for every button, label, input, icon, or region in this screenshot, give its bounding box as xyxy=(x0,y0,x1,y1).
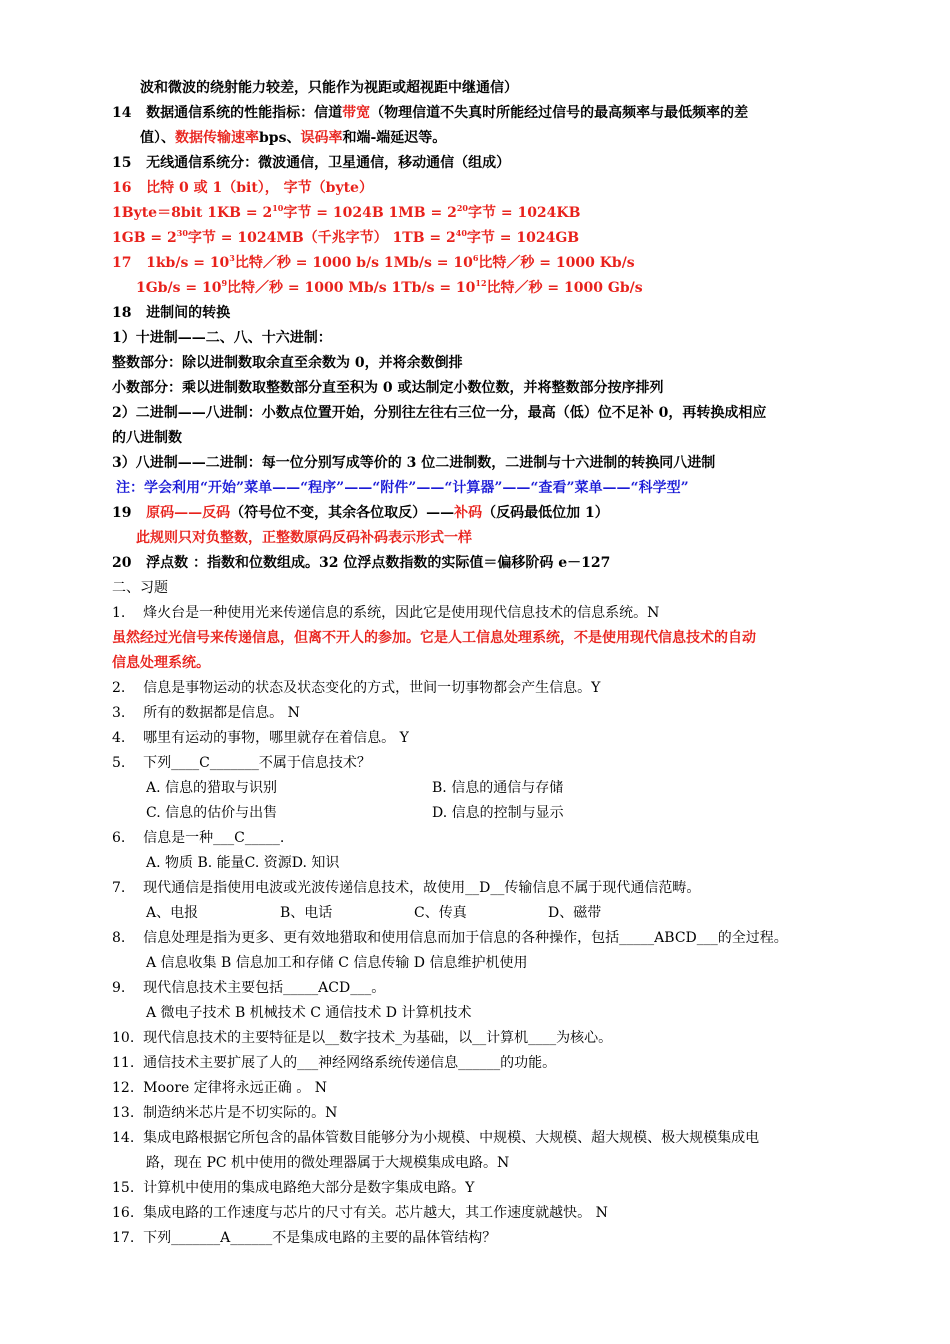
question-5-option-a: A. 信息的猎取与识别 xyxy=(146,780,278,796)
question-1: 1. 烽火台是一种使用光来传递信息的系统，因此它是使用现代信息技术的信息系统。N xyxy=(112,605,660,621)
question-3: 3. 所有的数据都是信息。 N xyxy=(112,705,300,721)
question-6: 6. 信息是一种___C_____. xyxy=(112,830,285,846)
question-15: 15. 计算机中使用的集成电路绝大部分是数字集成电路。Y xyxy=(112,1180,475,1196)
note-18-fraction-part: 小数部分：乘以进制数取整数部分直至积为 0 或达制定小数位数，并将整数部分按序排列 xyxy=(112,380,664,396)
note-16-units-a: 1Byte＝8bit $1KB = 2^{10}$字节 = 1024B $1MB = 2^{20}$字节 = 1024KB xyxy=(112,203,581,221)
question-12: 12. Moore 定律将永远正确 。 N xyxy=(112,1080,327,1096)
note-18-item-3: 3）八进制——二进制：每一位分别写成等价的 3 位二进制数，二进制与十六进制的转换同八进制 xyxy=(112,455,716,471)
note-16: 16 比特 0 或 1（bit）， 字节（byte） xyxy=(112,180,373,196)
question-13: 13. 制造纳米芯片是不切实际的。N xyxy=(112,1105,338,1121)
question-7-option-c: C、传真 xyxy=(414,905,467,921)
question-7: 7. 现代通信是指使用电波或光波传递信息技术，故使用__D__传输信息不属于现代通信范畴。 xyxy=(112,880,701,896)
question-6-options: A. 物质 B. 能量C. 资源D. 知识 xyxy=(146,855,340,871)
question-8: 8. 信息处理是指为更多、更有效地猎取和使用信息而加于信息的各种操作，包括_____ABCD___的全过程。 xyxy=(112,930,788,946)
note-15: 15 无线通信系统分：微波通信，卫星通信，移动通信（组成） xyxy=(112,155,511,171)
note-18-item-2: 2）二进制——八进制：小数点位置开始，分别往左往右三位一分，最高（低）位不足补 0，再转换成相应 xyxy=(112,405,767,421)
question-9: 9. 现代信息技术主要包括_____ACD___。 xyxy=(112,980,386,996)
question-14: 14. 集成电路根据它所包含的晶体管数目能够分为小规模、中规模、大规模、超大规模、极大规模集成电 xyxy=(112,1130,760,1146)
question-9-options: A 微电子技术 B 机械技术 C 通信技术 D 计算机技术 xyxy=(146,1005,472,1021)
question-5: 5. 下列____C_______不属于信息技术？ xyxy=(112,755,371,771)
note-19-rule: 此规则只对负整数，正整数原码反码补码表示形式一样 xyxy=(136,530,472,546)
question-16: 16. 集成电路的工作速度与芯片的尺寸有关。芯片越大，其工作速度就越快。 N xyxy=(112,1205,608,1221)
question-4: 4. 哪里有运动的事物，哪里就存在着信息。 Y xyxy=(112,730,409,746)
note-18-tip: 注：学会利用“开始”菜单——“程序”——“附件”——“计算器”——“查看”菜单——“科学型” xyxy=(116,480,689,496)
note-18: 18 进制间的转换 xyxy=(112,305,231,321)
exercises-heading: 二、习题 xyxy=(112,580,168,596)
question-7-option-a: A、电报 xyxy=(146,905,199,921)
note-20: 20 浮点数 ：指数和位数组成。32 位浮点数指数的实际值＝偏移阶码 e－127 xyxy=(112,555,611,571)
question-10: 10. 现代信息技术的主要特征是以__数字技术_为基础，以__计算机____为核心。 xyxy=(112,1030,613,1046)
note-14: 14 数据通信系统的性能指标：信道带宽（物理信道不失真时所能经过信号的最高频率与最低频率的差 xyxy=(112,105,749,121)
question-1-explanation-continuation: 信息处理系统。 xyxy=(112,655,210,671)
note-19: 19 原码——反码（符号位不变，其余各位取反）——补码（反码最低位加 1） xyxy=(112,505,609,521)
question-17: 17. 下列_______A______不是集成电路的主要的晶体管结构？ xyxy=(112,1230,497,1246)
note-17-continuation: $1Gb/s = 10^9$比特／秒 = 1000 Mb/s $1Tb/s = 10^{12}$比特／秒 = 1000 Gb/s xyxy=(136,278,643,296)
question-14-continuation: 路，现在 PC 机中使用的微处理器属于大规模集成电路。N xyxy=(146,1155,510,1171)
note-16-units-b: $1GB = 2^{30}$字节 = 1024MB（千兆字节） $1TB = 2^{40}$字节 = 1024GB xyxy=(112,228,580,246)
question-11: 11. 通信技术主要扩展了人的___神经网络系统传递信息______的功能。 xyxy=(112,1055,557,1071)
question-5-option-c: C. 信息的估价与出售 xyxy=(146,805,278,821)
note-18-integer-part: 整数部分：除以进制数取余直至余数为 0，并将余数倒排 xyxy=(112,355,463,371)
note-17: 17 $1kb/s = 10^3$比特／秒 = 1000 b/s $1Mb/s = 10^6$比特／秒 = 1000 Kb/s xyxy=(112,253,635,271)
question-1-explanation: 虽然经过光信号来传递信息，但离不开人的参加。它是人工信息处理系统，不是使用现代信息技术的自动 xyxy=(112,630,756,646)
note-14-continuation: 值）、数据传输速率bps、误码率和端-端延迟等。 xyxy=(140,130,447,146)
note-13-continuation: 波和微波的绕射能力较差，只能作为视距或超视距中继通信） xyxy=(140,80,518,96)
question-7-option-d: D、磁带 xyxy=(548,905,602,921)
note-18-item-2-continuation: 的八进制数 xyxy=(112,430,182,446)
question-7-option-b: B、电话 xyxy=(280,905,333,921)
note-18-item-1: 1）十进制——二、八、十六进制： xyxy=(112,330,332,346)
question-5-option-d: D. 信息的控制与显示 xyxy=(432,805,564,821)
question-2: 2. 信息是事物运动的状态及状态变化的方式，世间一切事物都会产生信息。Y xyxy=(112,680,601,696)
question-5-option-b: B. 信息的通信与存储 xyxy=(432,780,564,796)
question-8-options: A 信息收集 B 信息加工和存储 C 信息传输 D 信息维护机使用 xyxy=(146,955,528,971)
